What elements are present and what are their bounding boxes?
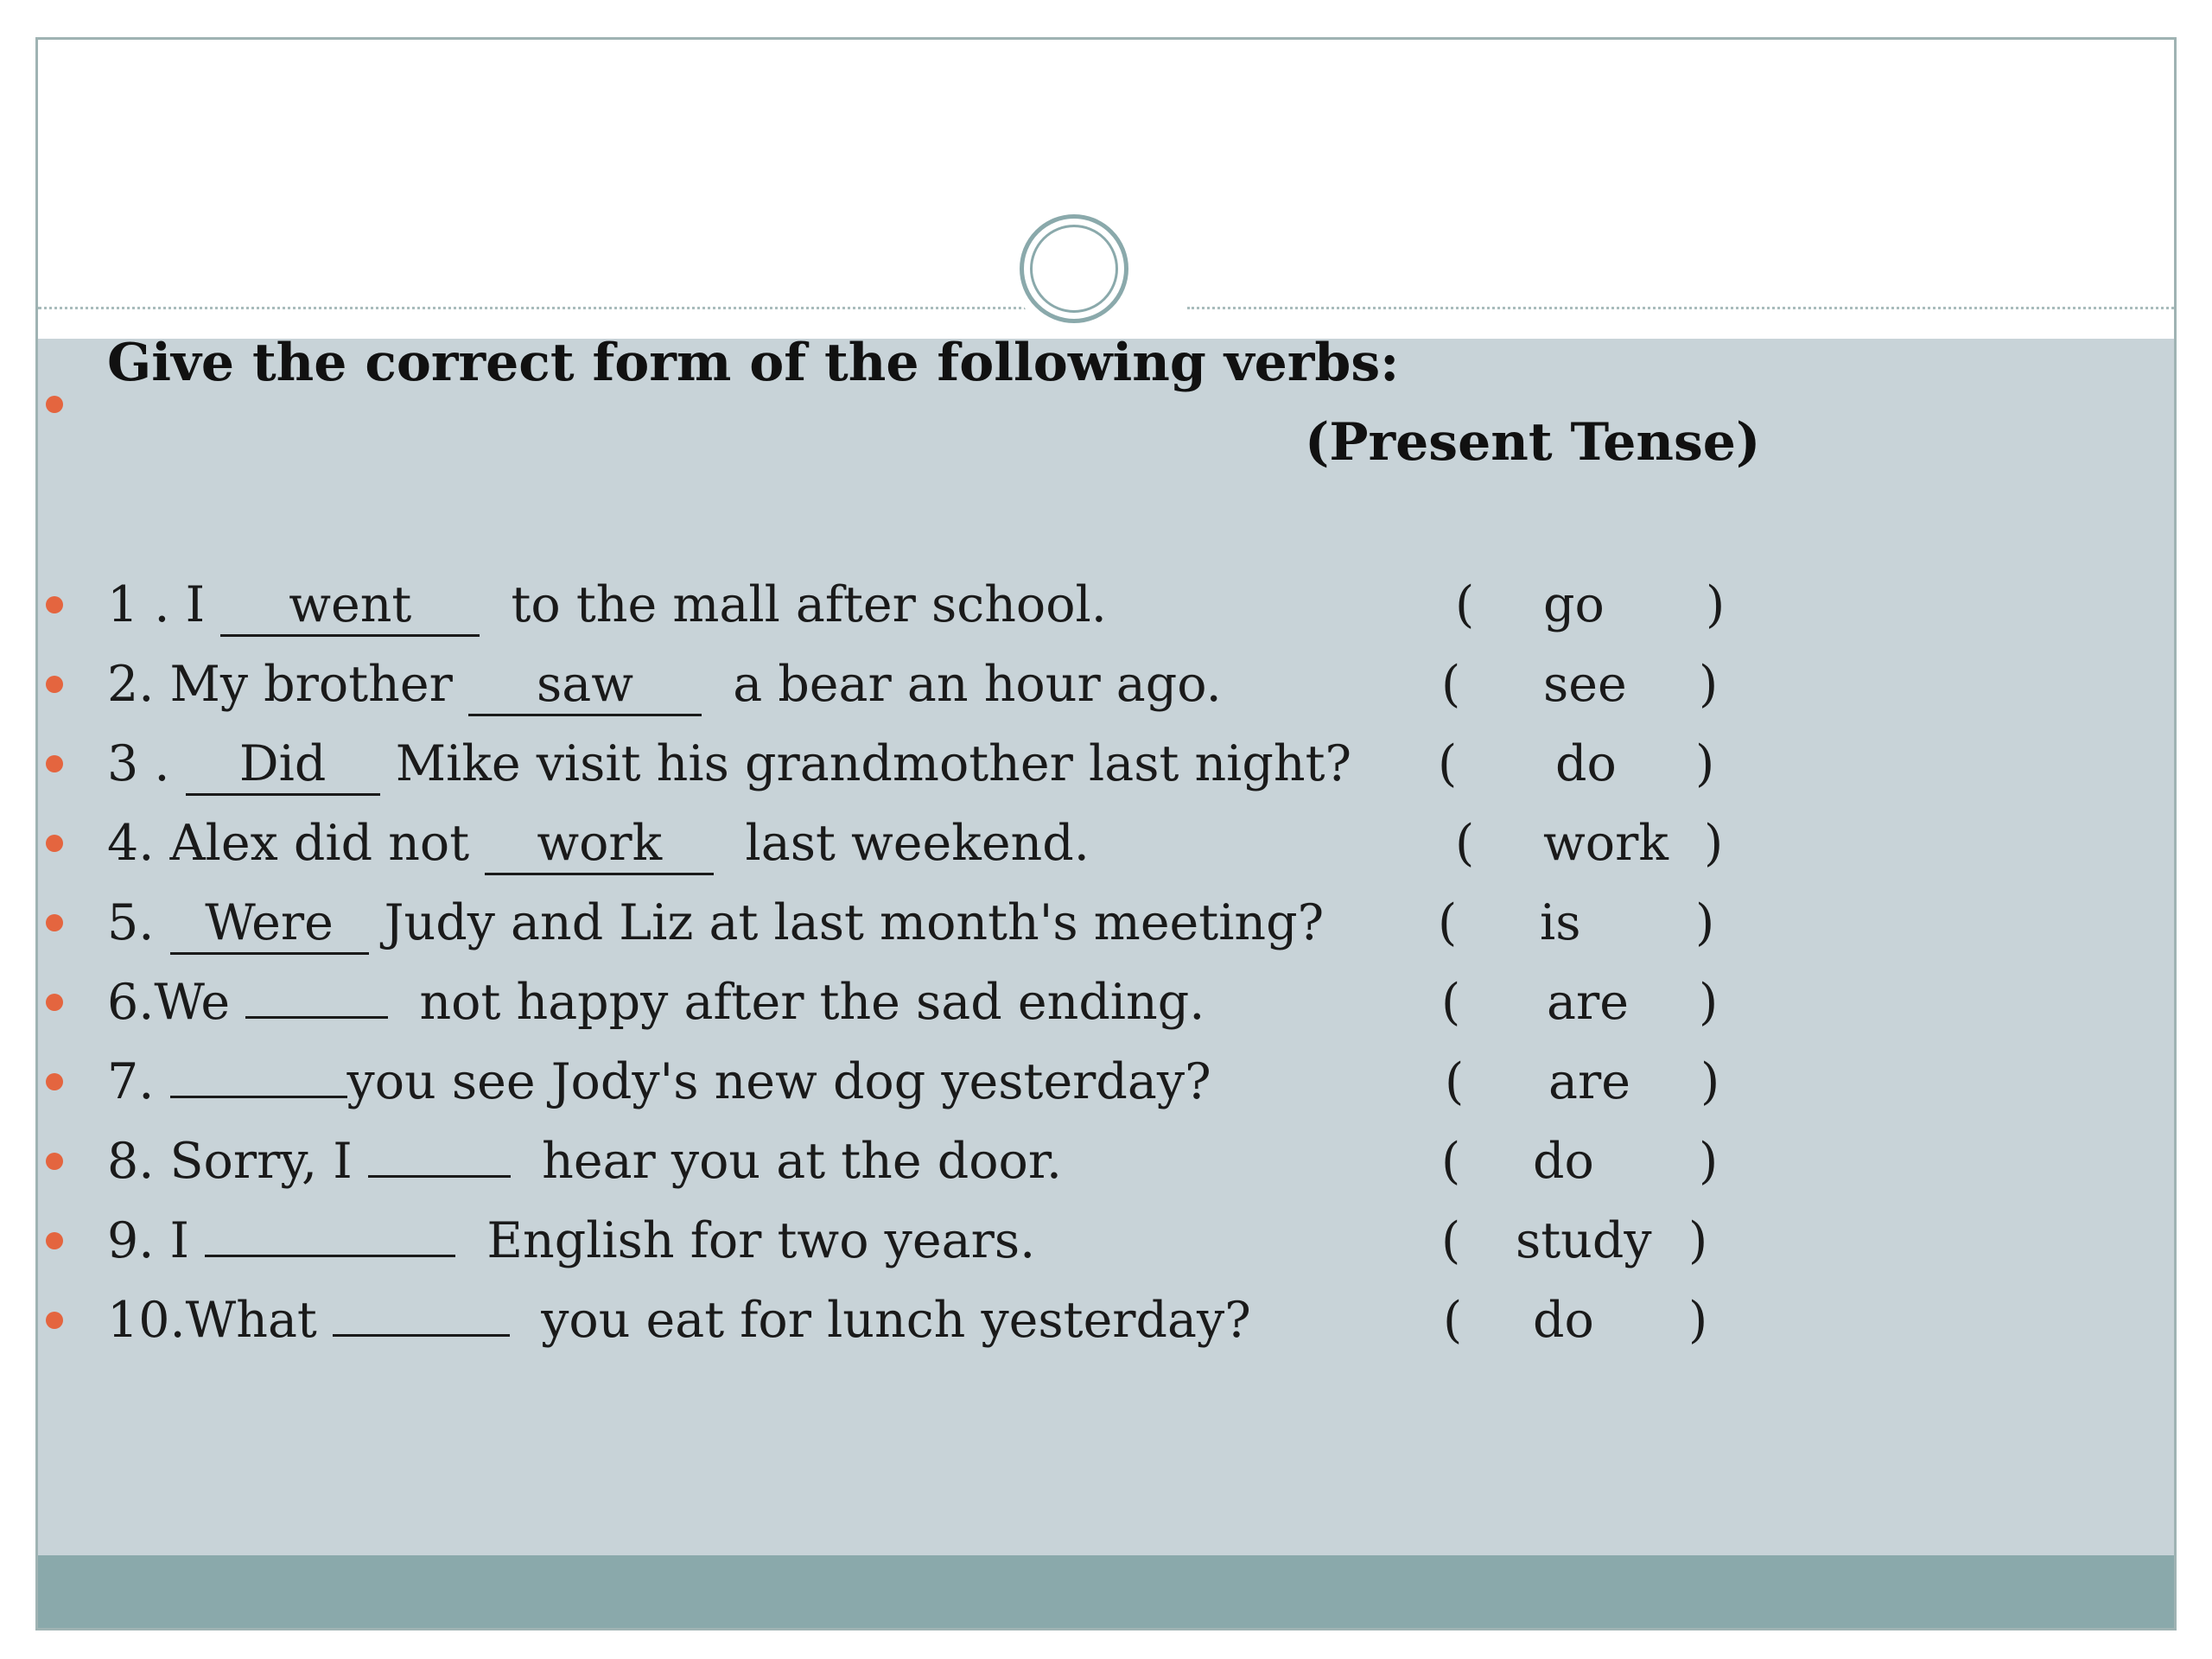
exercise-row-9 <box>107 1206 1035 1275</box>
exercise-text: last weekend. <box>745 815 1090 872</box>
paren-open: ( <box>1441 974 1461 1031</box>
circle-ornament-inner-ring <box>1030 225 1118 313</box>
paren-open: ( <box>1441 1133 1461 1190</box>
answer-blank[interactable] <box>333 1334 510 1337</box>
answer-blank[interactable]: saw <box>468 655 702 716</box>
paren-open: ( <box>1455 576 1475 633</box>
exercise-stem: 2. My brother <box>107 656 468 713</box>
exercise-text: a bear an hour ago. <box>733 656 1222 713</box>
answer-blank[interactable]: went <box>220 575 480 637</box>
header-divider-right <box>1187 307 2177 309</box>
exercise-row-2 <box>107 650 1222 719</box>
exercise-text: English for two years. <box>486 1212 1036 1269</box>
paren-close: ) <box>1695 735 1715 792</box>
paren-open: ( <box>1443 1292 1463 1349</box>
verb-hint: study <box>1516 1212 1652 1269</box>
tense-note: (Present Tense) <box>1305 412 1761 473</box>
exercise-row-10 <box>107 1286 1251 1355</box>
exercise-row-3 <box>107 729 1351 798</box>
paren-close: ) <box>1699 1133 1719 1190</box>
paren-open: ( <box>1445 1053 1465 1110</box>
exercise-text: you see Jody's new dog yesterday? <box>346 1053 1211 1110</box>
answer-blank[interactable]: Were <box>170 893 369 955</box>
paren-open: ( <box>1455 815 1475 872</box>
bullet-icon <box>46 676 63 693</box>
exercise-row-7 <box>107 1047 1211 1116</box>
exercise-row-4 <box>107 809 1090 878</box>
paren-close: ) <box>1706 576 1726 633</box>
exercise-stem: 8. Sorry, I <box>107 1133 368 1190</box>
exercise-stem: 6.We <box>107 974 246 1031</box>
answer-blank[interactable]: work <box>485 814 714 875</box>
exercise-row-5 <box>107 888 1324 957</box>
exercise-text: hear you at the door. <box>542 1133 1062 1190</box>
bullet-icon <box>46 835 63 852</box>
verb-hint: is <box>1540 894 1581 951</box>
exercise-text: not happy after the sad ending. <box>419 974 1205 1031</box>
exercise-text: Mike visit his grandmother last night? <box>395 735 1352 792</box>
exercise-stem: 7. <box>107 1053 170 1110</box>
slide-footer-band <box>38 1555 2174 1630</box>
answer-blank[interactable] <box>368 1175 511 1178</box>
verb-hint: are <box>1547 974 1629 1031</box>
verb-hint: see <box>1543 656 1627 713</box>
paren-open: ( <box>1438 735 1458 792</box>
verb-hint: do <box>1533 1292 1594 1349</box>
verb-hint: work <box>1543 815 1669 872</box>
exercise-stem: 5. <box>107 894 170 951</box>
paren-close: ) <box>1699 974 1719 1031</box>
bullet-icon <box>46 1312 63 1329</box>
bullet-icon <box>46 396 63 413</box>
bullet-icon <box>46 596 63 613</box>
verb-hint: do <box>1533 1133 1594 1190</box>
verb-hint: are <box>1548 1053 1630 1110</box>
paren-open: ( <box>1441 1212 1461 1269</box>
bullet-icon <box>46 1153 63 1170</box>
paren-close: ) <box>1699 656 1719 713</box>
exercise-row-8 <box>107 1127 1062 1196</box>
exercise-text: you eat for lunch yesterday? <box>541 1292 1251 1349</box>
paren-close: ) <box>1688 1292 1708 1349</box>
bullet-icon <box>46 1073 63 1090</box>
exercise-text: Judy and Liz at last month's meeting? <box>384 894 1325 951</box>
exercise-row-6 <box>107 968 1205 1037</box>
exercise-stem: 1 . I <box>107 576 221 633</box>
bullet-icon <box>46 994 63 1011</box>
verb-hint: do <box>1555 735 1617 792</box>
exercise-row-1 <box>107 570 1107 639</box>
instruction-heading: Give the correct form of the following verbs: <box>107 333 1400 393</box>
exercise-stem: 9. I <box>107 1212 206 1269</box>
verb-hint: go <box>1543 576 1605 633</box>
answer-blank[interactable] <box>205 1255 455 1257</box>
answer-blank[interactable] <box>170 1096 347 1098</box>
paren-close: ) <box>1688 1212 1708 1269</box>
paren-close: ) <box>1695 894 1715 951</box>
bullet-icon <box>46 914 63 931</box>
bullet-icon <box>46 755 63 772</box>
bullet-icon <box>46 1232 63 1249</box>
paren-close: ) <box>1704 815 1724 872</box>
paren-close: ) <box>1700 1053 1720 1110</box>
paren-open: ( <box>1438 894 1458 951</box>
exercise-stem: 4. Alex did not <box>107 815 486 872</box>
exercise-stem: 3 . <box>107 735 186 792</box>
answer-blank[interactable]: Did <box>186 734 380 796</box>
exercise-text: to the mall after school. <box>511 576 1107 633</box>
header-divider-left <box>38 307 1049 309</box>
paren-open: ( <box>1441 656 1461 713</box>
exercise-stem: 10.What <box>107 1292 333 1349</box>
answer-blank[interactable] <box>245 1016 388 1019</box>
